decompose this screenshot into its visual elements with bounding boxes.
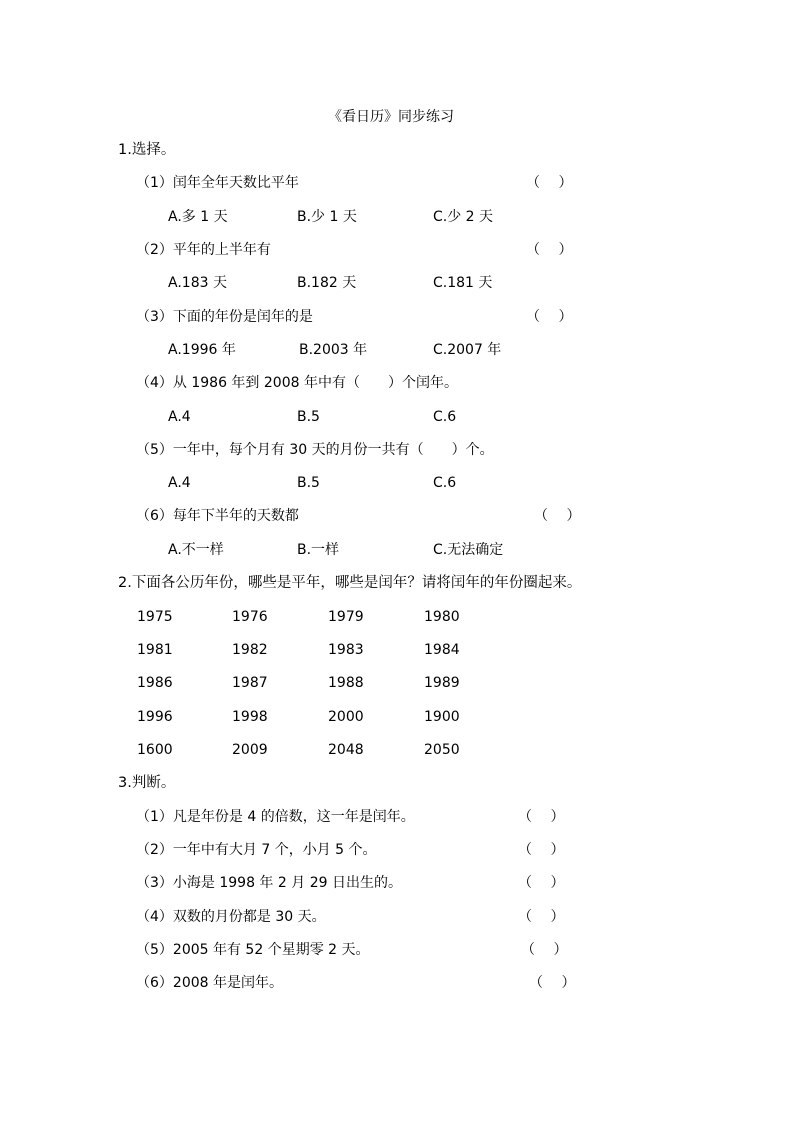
q5-option-c[interactable]: C.6: [433, 475, 457, 491]
q3-option-b[interactable]: B.2003 年: [299, 342, 368, 358]
judge-4-text: （4）双数的月份都是 30 天。: [136, 909, 326, 925]
q5-stem: （5）一年中，每个月有 30 天的月份一共有（ ）个。: [136, 442, 494, 458]
judge-3-text: （3）小海是 1998 年 2 月 29 日出生的。: [136, 875, 402, 891]
q2-option-a[interactable]: A.183 天: [168, 275, 227, 291]
judge-4-blank[interactable]: （ ）: [518, 909, 565, 925]
judge-1-text: （1）凡是年份是 4 的倍数，这一年是闰年。: [136, 809, 415, 825]
judge-2-text: （2）一年中有大月 7 个，小月 5 个。: [136, 842, 377, 858]
q6-option-c[interactable]: C.无法确定: [433, 542, 504, 558]
q3-option-a[interactable]: A.1996 年: [168, 342, 236, 358]
year-cell[interactable]: 2048: [328, 742, 364, 758]
year-cell[interactable]: 1988: [328, 675, 364, 691]
judge-1-blank[interactable]: （ ）: [518, 809, 565, 825]
section-1-heading: 1.选择。: [118, 142, 176, 158]
q6-stem: （6）每年下半年的天数都: [136, 508, 299, 524]
year-cell[interactable]: 1976: [232, 609, 268, 625]
q1-option-b[interactable]: B.少 1 天: [297, 209, 357, 225]
q1-answer-blank[interactable]: （ ）: [526, 175, 573, 191]
year-cell[interactable]: 1996: [137, 709, 173, 725]
q4-stem: （4）从 1986 年到 2008 年中有（ ）个闰年。: [136, 375, 458, 391]
judge-2-blank[interactable]: （ ）: [518, 842, 565, 858]
q5-option-b[interactable]: B.5: [297, 475, 320, 491]
q1-option-a[interactable]: A.多 1 天: [168, 209, 228, 225]
year-cell[interactable]: 1983: [328, 642, 364, 658]
q5-option-a[interactable]: A.4: [168, 475, 191, 491]
year-cell[interactable]: 1984: [424, 642, 460, 658]
year-cell[interactable]: 1982: [232, 642, 268, 658]
judge-5-text: （5）2005 年有 52 个星期零 2 天。: [136, 942, 370, 958]
q2-option-b[interactable]: B.182 天: [297, 275, 357, 291]
judge-6-blank[interactable]: （ ）: [529, 975, 576, 991]
year-cell[interactable]: 1900: [424, 709, 460, 725]
judge-3-blank[interactable]: （ ）: [518, 875, 565, 891]
q3-option-c[interactable]: C.2007 年: [433, 342, 502, 358]
section-2-heading: 2.下面各公历年份，哪些是平年，哪些是闰年？请将闰年的年份圈起来。: [118, 575, 582, 591]
q2-stem: （2）平年的上半年有: [136, 242, 271, 258]
q3-stem: （3）下面的年份是闰年的是: [136, 309, 313, 325]
year-cell[interactable]: 1979: [328, 609, 364, 625]
year-cell[interactable]: 1980: [424, 609, 460, 625]
q4-option-a[interactable]: A.4: [168, 409, 191, 425]
section-3-heading: 3.判断。: [118, 775, 176, 791]
year-cell[interactable]: 1998: [232, 709, 268, 725]
year-cell[interactable]: 1986: [137, 675, 173, 691]
year-cell[interactable]: 2000: [328, 709, 364, 725]
q4-option-b[interactable]: B.5: [297, 409, 320, 425]
judge-5-blank[interactable]: （ ）: [521, 942, 568, 958]
q2-option-c[interactable]: C.181 天: [433, 275, 493, 291]
q1-stem: （1）闰年全年天数比平年: [136, 175, 299, 191]
q6-option-b[interactable]: B.一样: [297, 542, 340, 558]
q6-answer-blank[interactable]: （ ）: [534, 508, 581, 524]
year-cell[interactable]: 2009: [232, 742, 268, 758]
year-cell[interactable]: 1600: [137, 742, 173, 758]
q2-answer-blank[interactable]: （ ）: [526, 242, 573, 258]
q1-option-c[interactable]: C.少 2 天: [433, 209, 494, 225]
q6-option-a[interactable]: A.不一样: [168, 542, 224, 558]
year-cell[interactable]: 1975: [137, 609, 173, 625]
year-cell[interactable]: 1989: [424, 675, 460, 691]
page-title: 《看日历》同步练习: [328, 109, 454, 125]
year-cell[interactable]: 2050: [424, 742, 460, 758]
q4-option-c[interactable]: C.6: [433, 409, 457, 425]
q3-answer-blank[interactable]: （ ）: [526, 309, 573, 325]
judge-6-text: （6）2008 年是闰年。: [136, 975, 283, 991]
year-cell[interactable]: 1987: [232, 675, 268, 691]
year-cell[interactable]: 1981: [137, 642, 173, 658]
